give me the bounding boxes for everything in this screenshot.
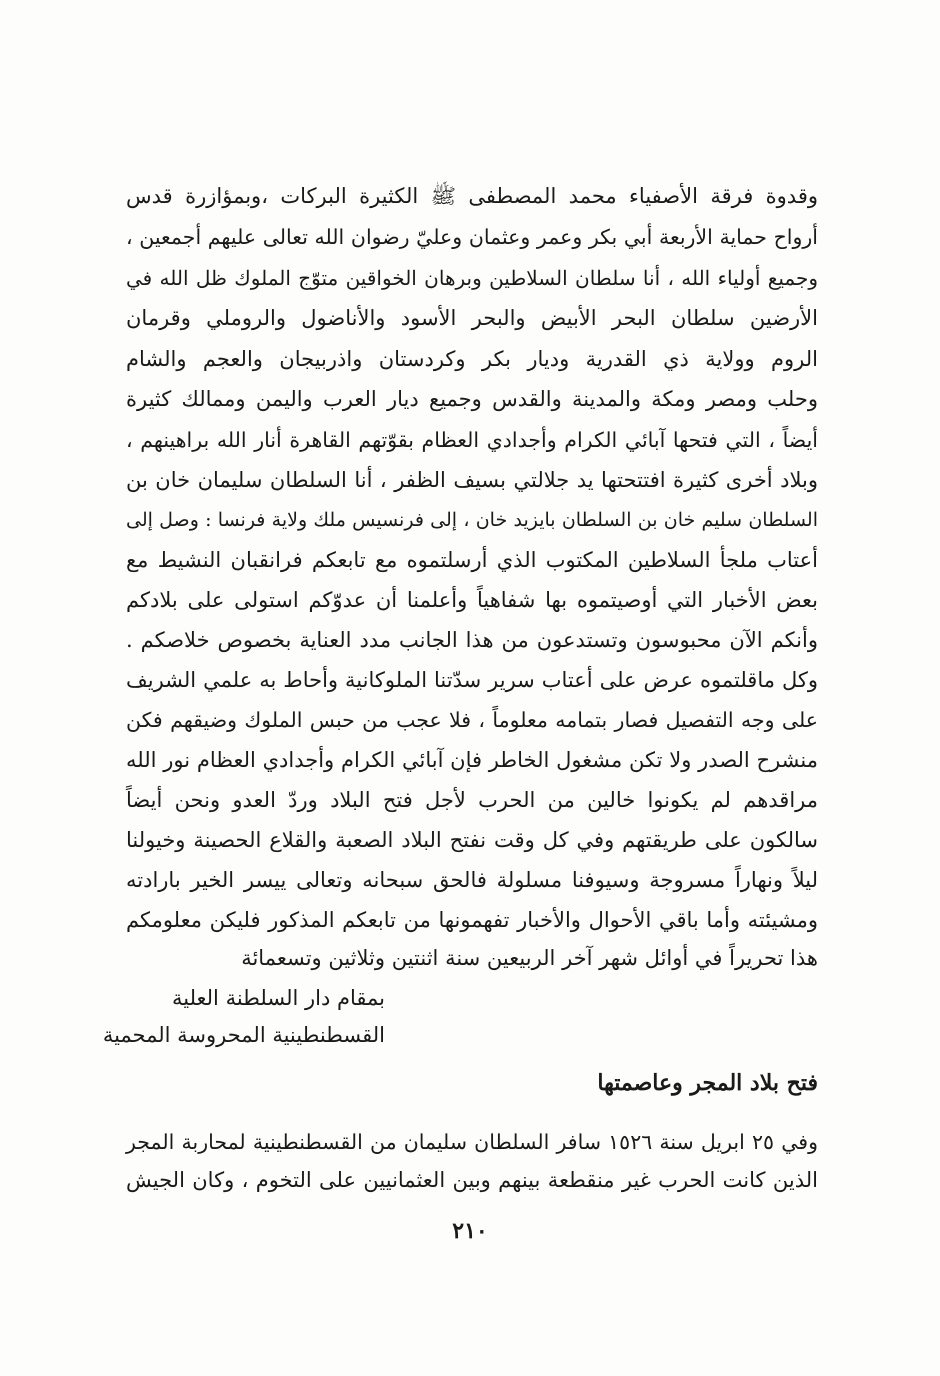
letter-line: أعتاب ملجأ السلاطين المكتوب الذي أرسلتموه مع تابعكم فرانقبان النشيط مع xyxy=(126,548,818,572)
letter-line: أرواح حماية الأربعة أبي بكر وعمر وعثمان وعليّ رضوان الله تعالى عليهم أجمعين ، xyxy=(126,225,818,249)
signature-line: القسطنطينية المحروسة المحمية xyxy=(102,1023,385,1047)
paragraph-line: وفي ٢٥ ابريل سنة ١٥٢٦ سافر السلطان سليمان من القسطنطينية لمحاربة المجر xyxy=(126,1130,818,1154)
section-heading: فتح بلاد المجر وعاصمتها xyxy=(597,1070,818,1096)
letter-line: وجميع أولياء الله ، أنا سلطان السلاطين وبرهان الخواقين متوّج الملوك ظل الله في xyxy=(126,266,818,290)
letter-line: وحلب ومصر ومكة والمدينة والقدس وجميع ديار العرب واليمن وممالك كثيرة xyxy=(126,387,818,411)
letter-line: وكل ماقلتموه عرض على أعتاب سرير سدّتنا الملوكانية وأحاط به علمي الشريف xyxy=(126,668,818,692)
letter-line: الروم وولاية ذي القدرية وديار بكر وكردستان واذربيجان والعجم والشام xyxy=(126,347,818,371)
letter-line: الأرضين سلطان البحر الأبيض والبحر الأسود والأناضول والروملي وقرمان xyxy=(126,306,818,330)
paragraph-line: الذين كانت الحرب غير منقطعة بينهم وبين العثمانيين على التخوم ، وكان الجيش xyxy=(126,1168,818,1192)
letter-line: أيضاً ، التي فتحها آبائي الكرام وأجدادي العظام بقوّتهم القاهرة أنار الله براهينهم ، xyxy=(126,428,818,452)
letter-line: على وجه التفصيل فصار بتمامه معلوماً ، فلا عجب من حبس الملوك وضيقهم فكن xyxy=(126,708,818,732)
letter-line: مراقدهم لم يكونوا خالين من الحرب لأجل فتح البلاد وردّ العدو ونحن أيضاً xyxy=(126,788,818,812)
letter-line: بعض الأخبار التي أوصيتموه بها شفاهياً وأعلمنا أن عدوّكم استولى على بلادكم xyxy=(126,588,818,612)
letter-line: ومشيئته وأما باقي الأحوال والأخبار تفهمونها من تابعكم المذكور فليكن معلومكم xyxy=(126,908,818,932)
signature-line: بمقام دار السلطنة العلية xyxy=(171,986,385,1010)
letter-line: سالكون على طريقتهم وفي كل وقت نفتح البلاد الصعبة والقلاع الحصينة وخيولنا xyxy=(126,828,818,852)
letter-line: وبلاد أخرى كثيرة افتتحتها يد جلالتي بسيف الظفر ، أنا السلطان سليمان خان بن xyxy=(126,468,818,492)
letter-line: وقدوة فرقة الأصفياء محمد المصطفى ﷺ الكثيرة البركات ،وبمؤازرة قدس xyxy=(126,184,818,208)
letter-line: منشرح الصدر ولا تكن مشغول الخاطر فإن آبائي الكرام وأجدادي العظام نور الله xyxy=(126,748,818,772)
letter-line: وأنكم الآن محبوسون وتستدعون من هذا الجانب مدد العناية بخصوص خلاصكم . xyxy=(126,628,818,652)
letter-line: هذا تحريراً في أوائل شهر آخر الربيعين سنة اثنتين وثلاثين وتسعمائة xyxy=(241,946,818,970)
page-number: ٢١٠ xyxy=(452,1218,488,1244)
letter-line: ليلاً ونهاراً مسروجة وسيوفنا مسلولة فالحق سبحانه وتعالى ييسر الخير بارادته xyxy=(126,868,818,892)
letter-line: السلطان سليم خان بن السلطان بايزيد خان ، إلى فرنسيس ملك ولاية فرنسا : وصل إلى xyxy=(126,509,818,531)
